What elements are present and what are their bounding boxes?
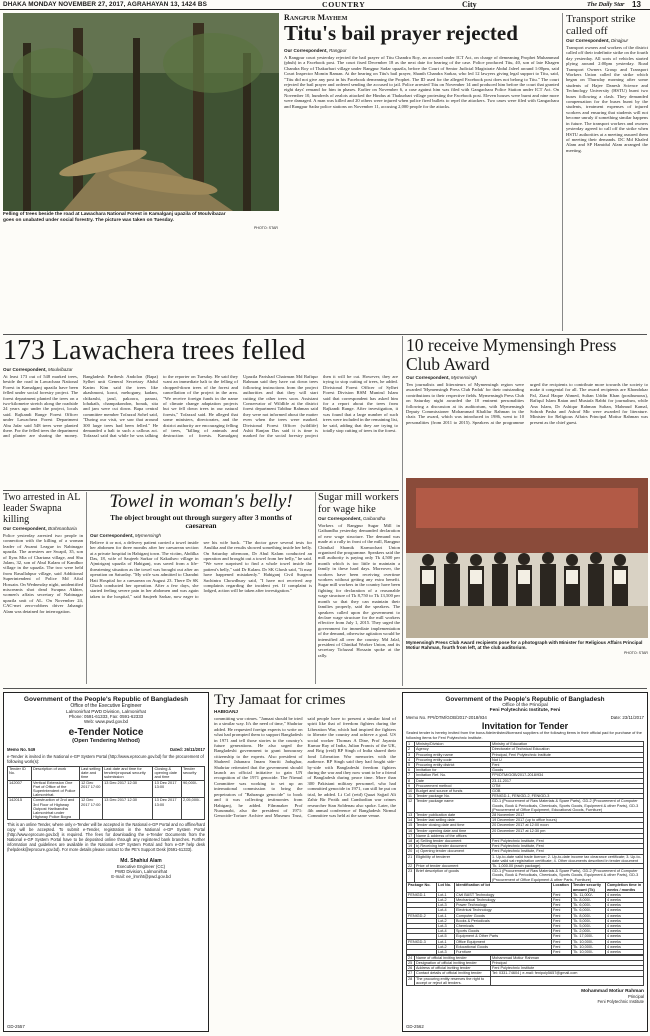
table-cell: Feni Polytechnic Institute, Feni — [491, 849, 644, 854]
etender-notice — [3, 692, 209, 1032]
table-header: Tender security amount (Tk) — [572, 883, 606, 892]
table-header: Tender security — [182, 767, 205, 781]
table-cell: 11 — [407, 794, 415, 799]
etender-gov: Government of the People's Republic of Bangladesh — [23, 696, 189, 703]
table-cell: Lot-4 — [437, 908, 455, 913]
table-cell: a) Selling tender document — [415, 839, 491, 844]
table-cell: GOB — [491, 789, 644, 794]
table-cell: 14 — [407, 818, 415, 823]
invitation-table — [406, 741, 644, 883]
table-cell: 4 weeks — [606, 913, 644, 918]
table-cell: Lot-2 — [437, 944, 455, 949]
table-cell: 4 weeks — [606, 939, 644, 944]
invitation-memo-row — [406, 715, 644, 720]
towel-byline-place: Mymensingh — [134, 532, 161, 538]
table-cell: Feni — [552, 892, 572, 897]
table-cell: Lot-5 — [437, 934, 455, 939]
table-cell: Educational Goods — [455, 944, 552, 949]
table-cell: 90,000/- — [182, 780, 205, 798]
table-cell: Feni Polytechnic Institute, Feni — [491, 839, 644, 844]
press-club-byline — [406, 375, 648, 380]
table-cell: Tk. 10,000/- — [572, 944, 606, 949]
table-cell: 13 Dec 2017 12:30 — [103, 780, 153, 798]
table-cell: Feni Polytechnic Institute, Feni — [491, 844, 644, 849]
table-cell: Not U — [491, 757, 644, 762]
table-cell: 21 — [407, 854, 415, 863]
etender-intro: e-Tender is invited in the National e-GP System Portal (http://www.eprocure.gov.bd) for the procurement of following work(s): — [7, 754, 204, 764]
table-cell: Vertical Extension One Part of Office of the Superintendent of Police Lalmonirhat. — [32, 780, 80, 798]
table-cell: Designation of official inviting tender — [415, 960, 491, 965]
press-club-photo — [406, 478, 648, 638]
invitation-signer-office: Feni Polytechnic Institute — [597, 998, 644, 1004]
table-cell: 20 — [407, 849, 415, 854]
table-cell: 4 weeks — [606, 892, 644, 897]
table-cell: Mohammad Motiur Rahman — [491, 955, 644, 960]
table-cell: Tender opening date and time — [415, 828, 491, 833]
table-header: Last selling date and time — [80, 767, 103, 781]
table-cell: Brief description of goods — [415, 869, 491, 883]
table-row — [407, 854, 644, 863]
table-cell: Tender package No. — [415, 794, 491, 799]
table-cell: Invitation Ref. No. — [415, 773, 491, 778]
etender-title: e-Tender Notice — [68, 727, 144, 738]
swapna-byline-place: Brahmanbaria — [47, 526, 77, 531]
table-cell: 25 — [407, 960, 415, 965]
lawachara-byline — [3, 367, 398, 372]
press-club-body: Ten journalists and litterateurs of Mymensingh region were awarded 'Mymensingh Press Club Padak' for their outstanding contributions to their respective fields. Mymensingh Press Club on Saturday night awarded the 10 eminent personalities following a discussion at its auditorium, with Mymensingh Deputy Commissioner Mohammad Khalilur Rahman in the chair. The award, which was introduced in 1986, went to 10 personalities (from 2011 to 2015). Speakers at the programme urged the recipients to contribute more towards the society to make it congenial for all. The award recipients are Khondokar Pal, Ziaul Haque Ahmed, Sultan Uddin Khan (posthumous), Rafiqul Islam Ratan and Mustafa Rabbi for journalism, while Ana Islam, Dr Ashiqur Rahman Sultan, Mahmud Kamal, Sohrab Pasha and Ashraf Mir were awarded for literature. Minister for Religious Affairs Principal Motiur Rahman was present as the chief guest. — [406, 382, 648, 425]
table-cell: FENIGD-2 — [407, 913, 437, 918]
table-row — [407, 799, 644, 813]
table-cell: Equipment & Other Parts — [455, 934, 552, 939]
table-cell: Feni — [552, 929, 572, 934]
table-cell: Tk. 10,000/- — [572, 950, 606, 955]
masthead-paper: The Daily Star — [587, 1, 625, 8]
etender-signer: Md. Shahiul Alam — [120, 857, 162, 864]
invitation-inst: Feni Polytechnic Institute, Feni — [489, 708, 561, 713]
sugar-byline-place: Gaibandha — [362, 516, 386, 521]
towel-subhead: The object brought out through surgery after 3 months of caesarean — [110, 513, 292, 531]
table-cell: Tk. 8,000/- — [572, 897, 606, 902]
table-cell: Lot-3 — [437, 924, 455, 929]
table-cell: Invitation for — [415, 768, 491, 773]
etender-office: Office of the Executive Engineer — [70, 703, 142, 709]
press-club-story — [406, 336, 648, 686]
table-cell: Lot-2 — [437, 918, 455, 923]
jamaat-headline: Try Jamaat for crimes — [214, 692, 346, 708]
table-cell: 13 Dec 2017 13:00 — [153, 798, 182, 820]
press-club-byline-place: Mymensingh — [450, 375, 477, 380]
table-cell: 6 — [407, 768, 415, 773]
titu-byline — [284, 48, 559, 53]
divider — [315, 492, 316, 684]
table-cell: 22 — [407, 864, 415, 869]
table-cell: Computer Goods — [455, 913, 552, 918]
table-cell: Construction of 2nd and 3rd Floor of Highway Outpost Haribandha Lalmonirhat under Highway Police Bogra — [32, 798, 80, 820]
divider — [402, 336, 403, 686]
table-cell: 28 — [407, 976, 415, 985]
table-cell: 24 — [407, 955, 415, 960]
etender-date: Dated: 26/11/2017 — [170, 747, 205, 752]
table-cell: 3 — [407, 752, 415, 757]
table-cell: Feni Polytechnic Institute — [491, 966, 644, 971]
masthead — [0, 0, 650, 10]
forest-photo-drawing — [3, 13, 279, 211]
table-cell: 12 Dec 2017 17:00 — [80, 798, 103, 820]
invitation-title: Invitation for Tender — [481, 721, 569, 731]
table-cell: Feni — [552, 897, 572, 902]
table-cell: 17 — [407, 833, 415, 838]
table-cell: Name & address of the offices — [415, 833, 491, 838]
table-row — [8, 780, 205, 798]
press-club-photo-drawing — [406, 478, 648, 638]
transport-body: Transport owners and workers of the district called off their indefinite strike on the fourth day yesterday. All sorts of vehicles started plying around 2:00pm yesterday. Road Transport Owners Group and Transport Workers Union called the strike which began on Thursday morning after some students of Hajee Danesh Science and Technology University (HSTU) burnt two buses following a clash. They demanded compensation for the buses burnt by the students, treatment expenses of injured workers and ensuring that students will not become unruly if something similar happens in future. The transport workers and owners yesterday agreed to call off the strike when HSTU authorities at a meeting assured them of meeting their demands. DC Md Khaled Alam and SP Hamidul Alam arranged the meeting. — [566, 45, 648, 153]
table-cell: Feni — [552, 924, 572, 929]
invitation-intro: Sealed tender is hereby invited from the bona-fide/enlisted/licensed suppliers of the following items in their official pad for purchase of the following items for Feni Polytechnic Institute. — [406, 730, 642, 740]
table-cell: Procuring entity code — [415, 757, 491, 762]
table-cell: Lot-2 — [437, 897, 455, 902]
table-cell: FENIGD-1, FENIGD-2, FENIGD-3 — [491, 794, 644, 799]
swapna-byline-label: Our Correspondent, — [3, 526, 47, 531]
etender-memo: Memo No. 549 — [7, 747, 36, 752]
table-cell: Feni — [552, 939, 572, 944]
table-cell: Tk. 2,000/- — [572, 929, 606, 934]
etender-notes: This is an online Tender, where only e-Tender will be accepted in the National e-GP Portal and no offline/hard copy will be accepted. To submit e-Tender, registration in the National e-GP System Portal (http://www.eprocure.gov.bd) is required. The fees for downloading the e-Tender Documents from the National e-GP System Portal have to be deposited online through any registered bank branches. Further information and guidelines are available in the National e-GP System Portal and from e-GP help desk (helpdesk@eprocure.gov.bd). For more details please contact to the PE's Support Desk (0591-61333). — [7, 822, 205, 852]
table-cell: FENIGD-3 — [407, 939, 437, 944]
table-cell: GD-1 (Procurement of Raw Materials & Spare Parts), GD-2 (Procurement of Computer Goods, Book & Periodicals, Chemicals, Sports Goods, Equipment & other Parts), GD-3 (Procurement of Office Equipment & other Parts, Furniture) — [491, 869, 644, 883]
table-cell: Tender closing date and time — [415, 823, 491, 828]
table-cell: Furniture — [455, 950, 552, 955]
city-tag: City — [462, 0, 477, 9]
table-cell: 1. Up-to-date valid trade licence; 2. Up-to-date income tax clearance certificate; 3. Up-to-date valid vat registration certificate; 4. Other documents described in tender document — [491, 854, 644, 863]
table-cell: FPI/DTM/GOB/2017-2018/934 — [491, 773, 644, 778]
table-cell: 7 — [407, 773, 415, 778]
forest-felling-photo — [3, 13, 279, 211]
table-cell: Agency — [415, 747, 491, 752]
masthead-section: COUNTRY — [322, 0, 366, 9]
table-header-row — [8, 767, 205, 781]
invitation-date: Date: 23/11/2017 — [610, 715, 644, 720]
top-photo-credit: PHOTO: STAR — [253, 226, 278, 230]
table-cell: Lot-1 — [437, 939, 455, 944]
table-cell: Goods — [491, 768, 644, 773]
divider — [3, 688, 647, 689]
table-cell: Feni — [552, 913, 572, 918]
table-cell: Name of official inviting tender — [415, 955, 491, 960]
titu-kicker: Rangpur Mayhem — [284, 13, 348, 22]
table-cell: Books & Periodicals — [455, 918, 552, 923]
table-cell: Tk. 11,000/- — [572, 892, 606, 897]
towel-byline — [90, 533, 312, 538]
swapna-byline — [3, 526, 83, 531]
table-cell: 20 December 2017 at 12:00 noon — [491, 823, 644, 828]
table-cell: Principal, Feni Polytechnic Institute — [491, 752, 644, 757]
table-cell: Electrical Technology — [455, 908, 552, 913]
table-cell: 13 Dec 2017 13:00 — [153, 780, 182, 798]
etender-web: Web: www.pwd.gov.bd — [83, 719, 128, 724]
table-cell — [491, 976, 644, 985]
lawachara-byline-place: Moulvibazar — [47, 367, 73, 372]
press-club-byline-label: Our Correspondent, — [406, 375, 450, 380]
table-cell: 12 Dec 2017 17:00 — [80, 780, 103, 798]
table-cell: Lot-4 — [437, 929, 455, 934]
table-cell: Contact details of official inviting tender — [415, 971, 491, 976]
table-cell: Ministry of Education — [491, 742, 644, 747]
table-cell: Procuring entity district — [415, 763, 491, 768]
table-header: Description of work — [32, 767, 80, 781]
table-cell: 142007 — [8, 780, 32, 798]
press-club-photo-credit: PHOTO: STAR — [623, 650, 648, 655]
table-cell: Tk. 8,000/- — [572, 913, 606, 918]
table-cell: Feni — [552, 908, 572, 913]
table-cell: FENIGD-1 — [407, 892, 437, 897]
towel-story — [90, 492, 312, 684]
titu-body: A Rangpur court yesterday rejected the bail prayer of Titu Chandra Roy, an accused under ICT Act, on charge of demeaning Prophet Muhammad (pbuh) in a Facebook post. The court fixed December 18 as the next date for hearing of the case. Police produced Titu, 40, son of late Khagen Chandra Roy of Thakurbari village under Rangpur Sadar upazila, before the Court of Senior Judicial Magistrate Abdul Jaleel around 1:00pm, said Court Inspector Momin Raman. At the hearing on Titu's bail prayer, Shanth Chandra Sarkar, who led 12 lawyers giving legal support to Titu, said, "Titu did not give any post in his Facebook demeaning the Prophet. The ID used for the alleged Facebook post does not belong to Titu." The court rejected the bail prayer and ordered sending the accused to jail. Police arrested Titu on November 14 and produced him before the court that granted eight days' remand for him in phases. Earlier on November 6, a case against him was filed with Gangachara Police Station under ICT Act. On November 10, hundreds of zealots attacked the Hindus at Thakurbari village protesting the Facebook post. Eleven houses were burnt and nine more were damaged. A man was killed and 20 others were injured when police fired bullets to repel the attackers. Two cases were filed with Gangachara and Rangpur Sadar police stations on November 11, accusing 2,000 people for the attacks. — [284, 55, 559, 109]
table-cell: Procurement method — [415, 783, 491, 788]
table-row — [407, 976, 644, 985]
table-cell: Ministry/Division — [415, 742, 491, 747]
divider — [562, 13, 563, 331]
invitation-tail-table — [406, 955, 644, 986]
table-cell: Lot-1 — [437, 892, 455, 897]
table-cell: Principal — [491, 960, 644, 965]
table-cell: 23 — [407, 869, 415, 883]
table-cell: 4 weeks — [606, 918, 644, 923]
etender-signer-email: E-mail: ee_lmnht@pwd.gov.bd — [111, 873, 171, 879]
table-cell: Tk. 17,000/- — [572, 934, 606, 939]
titu-byline-place: Rangpur — [328, 48, 347, 53]
invitation-gov: Government of the People's Republic of Bangladesh — [445, 696, 605, 703]
titu-headline: Titu's bail prayer rejected — [284, 21, 518, 45]
table-cell: 142015 — [8, 798, 32, 820]
invitation-signer-title: Principal — [627, 993, 644, 999]
table-header: Identification of lot — [455, 883, 552, 892]
table-cell: The procuring entity reserves the right to accept or reject all tenders. — [415, 976, 491, 985]
table-cell: 19 — [407, 844, 415, 849]
table-cell: 4 weeks — [606, 944, 644, 949]
divider — [86, 492, 87, 684]
etender-subtitle: (Open Tendering Method) — [72, 738, 140, 744]
table-cell: Power Technology — [455, 903, 552, 908]
table-cell: Mechanical Technology — [455, 897, 552, 902]
etender-ref: GD-2557 — [7, 1024, 25, 1029]
table-cell: Tender last selling date — [415, 818, 491, 823]
table-cell: Budget and source of funds — [415, 789, 491, 794]
invitation-memo: Memo No. FPI/DTM/GOB/2017-2018/934 — [406, 715, 487, 720]
transport-byline-label: Our Correspondent, — [566, 38, 610, 43]
table-cell: Tk. 5,000/- — [572, 918, 606, 923]
invitation-office: Office of the Principal — [502, 703, 548, 708]
table-cell: 4 weeks — [606, 908, 644, 913]
sugar-headline: Sugar mill workers for wage hike — [318, 492, 399, 515]
table-cell: 4 weeks — [606, 950, 644, 955]
table-row — [407, 869, 644, 883]
table-cell: Price of tender document — [415, 864, 491, 869]
table-cell: 2 — [407, 747, 415, 752]
etender-signature — [77, 858, 205, 879]
table-cell: Feni — [552, 950, 572, 955]
etender-phone: Phone: 0591-61333, Fax: 0591-62333 — [68, 714, 144, 719]
table-cell: Chemicals — [455, 924, 552, 929]
table-cell: 4 weeks — [606, 897, 644, 902]
lawachara-headline: 173 Lawachera trees felled — [3, 335, 306, 366]
titu-story — [284, 13, 559, 331]
table-cell: Procuring entity name — [415, 752, 491, 757]
table-cell: 28 November 2017 — [491, 813, 644, 818]
table-cell: 8 — [407, 778, 415, 783]
etender-memo-row — [7, 747, 205, 752]
table-cell: 10 — [407, 789, 415, 794]
transport-story — [566, 13, 648, 331]
table-header: Last date and time for tender/proposal security submission — [103, 767, 153, 781]
table-cell: 19 December 2017 (up to office hours) — [491, 818, 644, 823]
invitation-lot-table — [406, 882, 644, 955]
table-cell: Address of official inviting tender — [415, 966, 491, 971]
table-row — [8, 798, 205, 820]
table-cell: Tender package name — [415, 799, 491, 813]
table-cell: Tk. 6,000/- — [572, 903, 606, 908]
swapna-story — [3, 492, 83, 684]
table-cell: 4 weeks — [606, 924, 644, 929]
table-cell: 23-11-2017 — [491, 778, 644, 783]
table-header-row — [407, 883, 644, 892]
table-cell: 4 weeks — [606, 934, 644, 939]
table-cell: OTM — [491, 783, 644, 788]
table-cell: Directorate of Technical Education — [491, 747, 644, 752]
table-cell: 26 — [407, 966, 415, 971]
titu-byline-label: Our Correspondent, — [284, 48, 328, 53]
masthead-date: DHAKA MONDAY NOVEMBER 27, 2017, AGRAHAYAN 13, 1424 BS — [3, 1, 207, 8]
invitation-signature — [406, 989, 644, 1004]
table-cell: c) Opening tender document — [415, 849, 491, 854]
table-cell: Feni — [552, 903, 572, 908]
sugar-story — [318, 492, 400, 684]
jamaat-story — [214, 692, 396, 1032]
lawachara-body: At least 173 out of 548 marked trees, beside the road in Lawachara National Forest in Kamalganj upazila have been felled under social forestry project. The forest department planted the trees on a two-kilometre stretch along the roadside 24 years ago under the project, locals said. Rajkandi Range Forest Officer under Lawachera Forest Department Abu Jafar said 548 trees were planted there. For the felled trees the department and planter are sharing the money. Bangladesh Paribesh Andolon (Bapa) Sylhet unit General Secretary Abdul Karim Kim said the trees like akashmoni, koroi, mehogany, kadam, chikrashi, jarul, pakoora, panasi, lohakath, champakondon, bonak, sita and jam were cut down. Bapa central committee member Tofazzal Sohel said, "During our visit, we saw that around 300 large trees had been felled." He demanded a halt to such a callous act. Tofazzal said that while he was talking to the reporter on Tuesday. He said they want an immediate halt to the felling of chopped-down trees of the forest and cancellation of the project in the area. "We receive foreign funds in the name of climate change adaptation projects but we fell down trees in our natural forests," Tofazzal said. He alleged that some ministers, directorates, and the district authority are encouraging felling of trees, "killing of animals and destruction of forests. Kamalganj Upazila Parishad Chairman Md Rafiqur Rahman said they have cut down trees following instructions from the project authorities and that they will start cutting the other trees soon. Assistant Conservator of Wildlife at the district forest department Tabibur Rahman said they were not informed about the matter even when the trees were marked. Divisional Forest Officer (wildlife) Ashit Ranjan Das said it is time is marked for the social forestry project then it will be cut. However, they are trying to stop cutting of trees, he added. Divisional Forest Officer of Sylhet Forest Division RSM Munirul Islam said that correspondent has asked him for a report about the trees from Rajkandi Range. After investigation, it was found that a large number of such trees were included in the remaining list, he said, adding that they are trying to totally stop cutting of trees in the forest. — [3, 374, 398, 439]
table-header: Closing & opening date and time — [153, 767, 182, 781]
table-header: Package No. — [407, 883, 437, 892]
table-cell: Civil BAST Technology — [455, 892, 552, 897]
table-cell: 5 — [407, 763, 415, 768]
towel-headline: Towel in woman's belly! — [109, 491, 293, 512]
etender-signer-office: PWD Division, Lalmonirhat — [114, 868, 168, 874]
table-cell: Office Equipment — [455, 939, 552, 944]
table-header: Completion time in weeks / months — [606, 883, 644, 892]
table-cell: Feni — [552, 944, 572, 949]
table-cell: 16 — [407, 828, 415, 833]
table-cell: 9 — [407, 783, 415, 788]
sugar-byline — [318, 516, 400, 521]
table-cell: 13 — [407, 813, 415, 818]
table-cell: Feni — [552, 918, 572, 923]
press-club-headline: 10 receive Mymensingh Press Club Award — [406, 335, 617, 374]
table-cell: 27 — [407, 971, 415, 976]
sugar-byline-label: Our Correspondent, — [318, 516, 362, 521]
table-header: Lot No. — [437, 883, 455, 892]
top-photo-caption: Felling of trees beside the road at Lawachara National Forest in Kamalganj upazila of Moulvibazar goes on unabated under social forestry. The picture was taken on Tuesday. — [3, 212, 226, 223]
etender-table — [7, 766, 205, 820]
table-cell: Lot-3 — [437, 950, 455, 955]
invitation-tender-notice — [402, 692, 648, 1032]
transport-byline — [566, 38, 648, 43]
etender-address: Lalmonirhat PWD Division, Lalmonirhat — [66, 709, 146, 714]
table-cell: Tk. 10,000/- — [572, 939, 606, 944]
swapna-body: Police yesterday arrested two people in connection with the killing of a woman leader of Awami League in Nabinagar upazila. The arrestees are Swapil, 35, son of Ilyas Mia of Chartana village, and Shu Jalam, 32, son of Abul Kalam of Kandhor village in the upazila. The two were held from Rasullahpur village, said Additional Superintendent of Police Md Aftal Hossain. On Wednesday night, unidentified miscreants shot dead Swapna Akhter, women's affairs secretary of Nabinagar upazila unit of AL. On November 24, CAC-met zero-robbers driver Jahangir Alam was detained for interrogation. — [3, 533, 83, 614]
transport-byline-place: Dinajpur — [610, 38, 629, 43]
table-cell: GD-1 (Procurement of Raw Materials & Spare Parts), GD-2 (Procurement of Computer Goods, Book & Periodicals, Chemicals, Sports Goods, Equipment & other Parts), GD-3 (Procurement of Office Equipment, Educational Goods, Furniture) — [491, 799, 644, 813]
table-cell: Tender publication date — [415, 813, 491, 818]
table-cell: 1 — [407, 742, 415, 747]
transport-headline: Transport strike called off — [566, 13, 636, 37]
table-cell: 4 weeks — [606, 929, 644, 934]
table-cell: 2,05,000/- — [182, 798, 205, 820]
table-header: Tender ID No. — [8, 767, 32, 781]
table-cell: Feni — [491, 763, 644, 768]
table-cell: 13 Dec 2017 12:30 — [103, 798, 153, 820]
jamaat-body: committing war crimes. "Jamaat should be tried in a similar way. It's the need of time," Shahriar added. He requested foreign experts to write on what had prompted them to support Bangladesh in 1971 and tell those stories to the country's future generations. He also urged the Bangladeshi government to grant honourary citizenship to the experts. Also president of Shaheed Jahanara Imam Smriti Jadughar, Shahriar reiterated that the government should launch an official initiative to gain UN recognition of the 1971 genocide. The Nirmul Committee was working to set up an international commission to bring the perpetrators of "Bahranga genocide" to book and it was collecting testimonies from Habiganj, he added. Filmmaker Prof Nurunnabi, also the president of 1971: Genocide-Torture Archive and Museum Trust, said people have to present a similar kind of spirit like that of freedom fighters during the Liberation War, which had inspired the fighters to liberate the country and achieve a goal. US social worker Thomas A Dine, Prof Jayanta Kumar Ray of India, Julian Francis of the UK, and Brig (retd) RP Singh of India shared their fond Liberation War memories with the audience. RP Singh said they had fought side-by-side with Bangladeshi freedom fighters during the war and they now want to be a friend of Bangladesh during peace time. More than 300 Pakistani military personnel, who had committed genocide in 1971, can still be put on trial, he added. Lt Col (retd) Quazi Sajjad Ali Zahir Bir Protik and Cambodian war crimes researcher Stan Soldenau also spoke. Later, the 4th annual conference of Bangladesh Nirmul Committee was held at the same venue. — [214, 716, 396, 819]
invitation-signer: Mohammad Motiur Rahman — [581, 988, 644, 994]
table-cell: 15 — [407, 823, 415, 828]
table-cell: Date — [415, 778, 491, 783]
table-cell: 20 December 2017 at 12:30 pm — [491, 828, 644, 833]
table-cell: Tk. 5,000/- — [572, 924, 606, 929]
table-cell: 18 — [407, 839, 415, 844]
jamaat-byline-place: HABIGANJ — [214, 709, 238, 714]
table-cell: Tk. 1,000.00 (each package) — [491, 864, 644, 869]
table-cell: Tel: 0331-74604 | e-mail: fenipoly5657@gmail.com — [491, 971, 644, 976]
towel-byline-label: Our Correspondent, — [90, 532, 134, 538]
invitation-ref: GD-2562 — [406, 1024, 424, 1029]
table-cell: 4 — [407, 757, 415, 762]
table-header: Location — [552, 883, 572, 892]
swapna-headline: Two arrested in AL leader Swapna killing — [3, 492, 80, 525]
table-cell: 4 weeks — [606, 903, 644, 908]
table-cell: b) Receiving tender document — [415, 844, 491, 849]
table-cell: 12 — [407, 799, 415, 813]
lawachara-story — [3, 336, 398, 488]
table-cell: Sports Goods — [455, 929, 552, 934]
table-cell: Eligibility of tenderer — [415, 854, 491, 863]
etender-signer-title: Executive Engineer (CC) — [116, 863, 166, 869]
table-cell: Feni — [552, 934, 572, 939]
jamaat-byline — [214, 709, 396, 714]
towel-body: Believe it or not, a delivery patient carried a towel inside her abdomen for three months after her caesarean section at a private hospital in Habiganj town. The victim, Abdilka Das, 18, wife of Saujeeb Sarkar of Kakailseo village in Ajmiriganj upazila of Habiganj, was saved from a life-threatening situation as the towel was brought out after an operation on Saturday. "My wife was admitted to Chandni Hati Hospital for a caesarean on August 23. There Dr SK Ghosh conducted her operation. After a few days, she started feeling severe pain in her abdomen and was again taken to the hospital," said Saujeeb Sarkar, now eager to see his wife back. "The doctor gave several tests for Anulika and the results showed something inside her belly. On Saturday afternoon, Dr Abul Kalam conducted an operation and brought out a towel from her belly," he said. "We were surprised to find a whole towel inside the patient's belly," said Dr Kalam. Dr SK Ghosh said, "It may have happened mistakenly." Habiganj Civil Surgeon Sachintra Chowdhury said, "I have not received any complaints regarding the incident yet. If complaint is lodged, action will be taken after investigation." — [90, 539, 312, 599]
table-cell: Tk. 6,000/- — [572, 908, 606, 913]
table-cell: Lot-1 — [437, 913, 455, 918]
page-number: 13 — [632, 0, 641, 9]
sugar-body: Workers of Rangpur Sugar Mill in Gaibandha yesterday demanded declaration of new wage structure. The demand was made at a rally in front of the mill, Rangpur Chinikal Shamik Karmochari Union organised the programme. Speakers said the mill authority is paying only Tk 4,500 per month which is too little to maintain a family in these hard days. Moreover, the workers have been receiving overtime workers without getting any extra benefit. Sugar mill workers in the country have been fighting for declaration of a reasonable wage structure of Tk 8,750 to Tk 13,500 per month so that they can maintain their families properly, said the speakers. The speakers called upon the government to declare wage structure for the mill workers effective from July 1, 2015. They urged the government for immediate implementation of the demand, otherwise agitation would be intensified all over the country. Md Jalal, president of Chinikal Worker Union, and its secretary Tofazzal Hossain spoke at the rally. — [318, 523, 400, 658]
press-club-photo-caption: Mymensingh Press Club Award recipients pose for a photograph with Minister for Religious Affairs Principal Motiur Rahman, fourth from left, at the club auditorium. — [406, 640, 643, 651]
lawachara-byline-label: Our Correspondent, — [3, 367, 47, 372]
table-cell: Lot-3 — [437, 903, 455, 908]
